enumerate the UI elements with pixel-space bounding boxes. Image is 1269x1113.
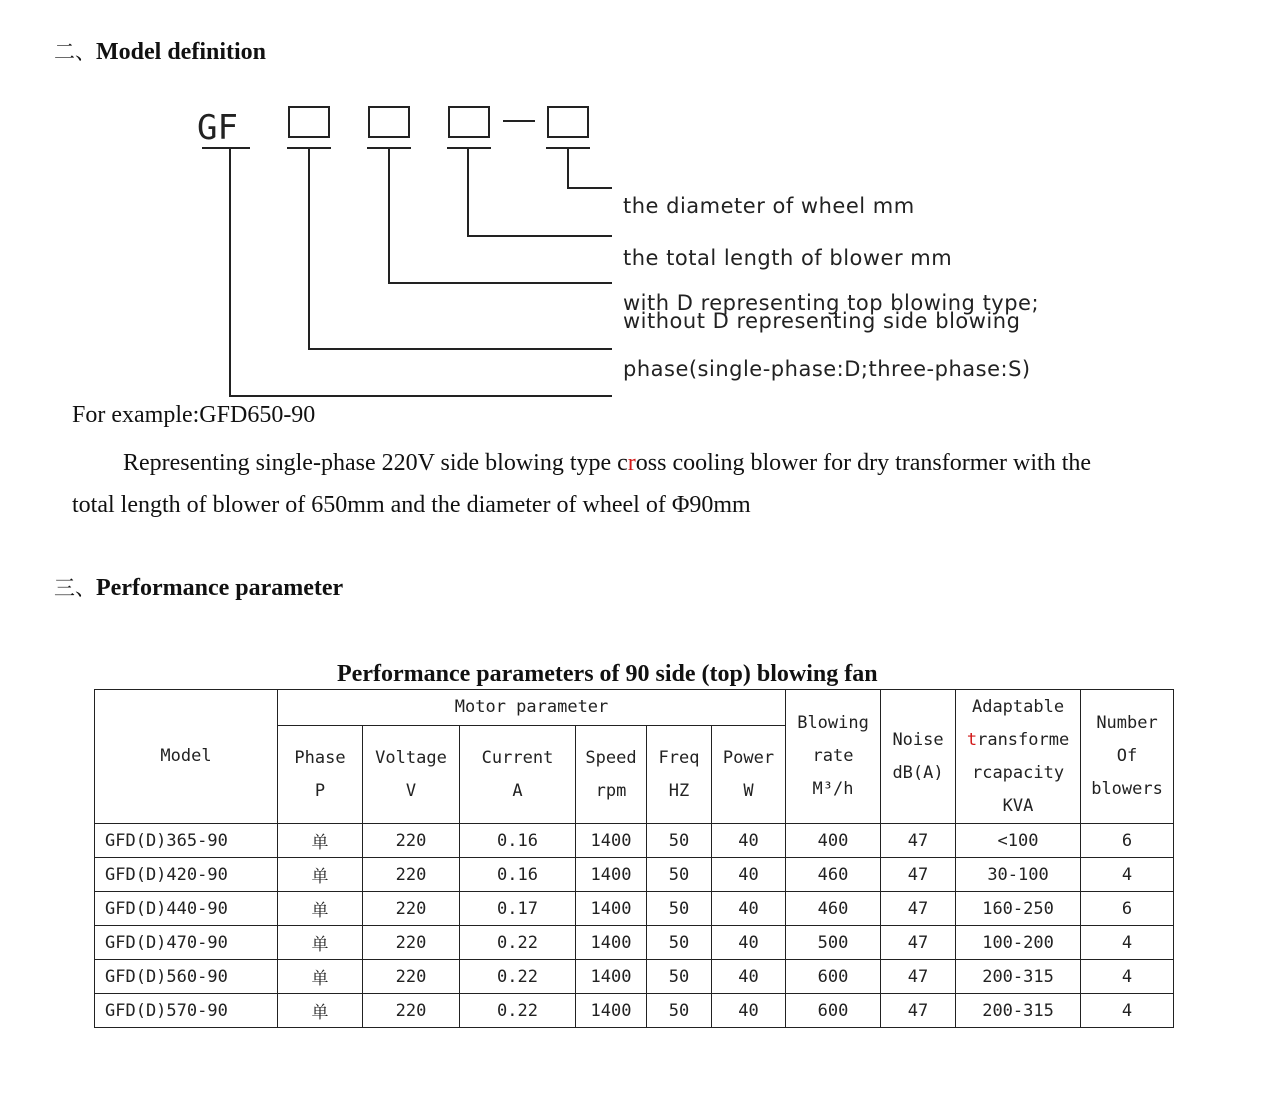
label-total-length: the total length of blower mm: [623, 246, 953, 270]
header-power-unit: W: [743, 780, 754, 801]
header-adaptable-line3: rcapacity: [971, 762, 1065, 783]
code-box-type: [369, 107, 409, 137]
cell-number: 6: [1081, 892, 1174, 926]
cell-noise: 47: [881, 960, 956, 994]
cell-freq: 50: [647, 926, 712, 960]
section-title-text: Performance parameter: [96, 575, 344, 601]
cell-speed: 1400: [576, 994, 647, 1028]
cell-phase: 单: [278, 892, 363, 926]
header-blowing-line2: rate: [812, 746, 854, 766]
cell-noise: 47: [881, 824, 956, 858]
header-speed-line1: Speed: [585, 747, 637, 768]
table-row: [95, 994, 1174, 1028]
cell-noise: 47: [881, 858, 956, 892]
cell-capacity: 200-315: [956, 960, 1081, 994]
header-speed: [576, 726, 647, 824]
header-adaptable-line2: [956, 724, 1080, 757]
cell-freq: 50: [647, 824, 712, 858]
cell-rate: 600: [786, 960, 881, 994]
cell-number: 6: [1081, 824, 1174, 858]
cell-capacity: 160-250: [956, 892, 1081, 926]
label-top-blowing: with D representing top blowing type;: [623, 291, 1040, 315]
header-adaptable-line1: Adaptable: [971, 696, 1065, 717]
cell-number: 4: [1081, 994, 1174, 1028]
cell-freq: 50: [647, 858, 712, 892]
section-title-performance: [54, 572, 343, 602]
cell-noise: 47: [881, 926, 956, 960]
cell-number: 4: [1081, 926, 1174, 960]
cell-model: GFD(D)420-90: [95, 858, 278, 892]
header-adaptable-red-char: t: [966, 729, 978, 750]
leader-gf: [230, 148, 612, 396]
cell-speed: 1400: [576, 926, 647, 960]
performance-table: [94, 689, 1174, 1028]
cell-voltage: 220: [363, 994, 460, 1028]
cell-voltage: 220: [363, 960, 460, 994]
header-phase: [278, 726, 363, 824]
cell-phase: 单: [278, 994, 363, 1028]
cell-phase: 单: [278, 926, 363, 960]
header-motor-parameter: Motor parameter: [278, 690, 786, 726]
cell-rate: 600: [786, 994, 881, 1028]
cell-power: 40: [712, 892, 786, 926]
cell-noise: 47: [881, 892, 956, 926]
cell-phase: 单: [278, 858, 363, 892]
table-row: [95, 858, 1174, 892]
header-noise: [881, 690, 956, 824]
leader-diameter: [568, 148, 612, 188]
cell-freq: 50: [647, 960, 712, 994]
leader-type: [389, 148, 612, 283]
header-phase-line1: Phase: [294, 747, 346, 768]
desc-part-1: Representing single-phase 220V side blowing type c: [123, 450, 628, 476]
label-phase: phase(single-phase:D;three-phase:S): [623, 357, 1031, 381]
header-adaptable-unit: KVA: [1002, 795, 1034, 816]
leader-phase: [309, 148, 612, 349]
cell-current: 0.22: [460, 960, 576, 994]
cell-rate: 460: [786, 892, 881, 926]
cell-freq: 50: [647, 994, 712, 1028]
header-adaptable-capacity: [956, 690, 1081, 824]
header-power-line1: Power: [722, 747, 775, 768]
table-row: [95, 960, 1174, 994]
desc-red-char: r: [627, 450, 636, 476]
header-blowing-unit: M³/h: [812, 779, 854, 799]
cell-speed: 1400: [576, 824, 647, 858]
cell-phase: 单: [278, 960, 363, 994]
header-blowing-rate: [786, 690, 881, 824]
cell-current: 0.16: [460, 824, 576, 858]
cell-current: 0.22: [460, 994, 576, 1028]
cell-speed: 1400: [576, 858, 647, 892]
cell-capacity: 30-100: [956, 858, 1081, 892]
header-power: [712, 726, 786, 824]
leader-length: [468, 148, 612, 236]
cell-power: 40: [712, 824, 786, 858]
cell-voltage: 220: [363, 892, 460, 926]
header-current-unit: A: [512, 780, 523, 801]
cell-capacity: 100-200: [956, 926, 1081, 960]
header-noise-line1: Noise: [892, 729, 944, 750]
header-number-of-blowers: [1081, 690, 1174, 824]
header-freq: [647, 726, 712, 824]
cell-freq: 50: [647, 892, 712, 926]
desc-part-2: oss cooling blower for dry transformer with the: [635, 450, 1092, 476]
cell-number: 4: [1081, 960, 1174, 994]
header-blowers-line3: blowers: [1091, 779, 1163, 799]
header-model: Model: [95, 690, 278, 824]
header-phase-unit: P: [314, 780, 326, 801]
cell-voltage: 220: [363, 926, 460, 960]
code-box-diameter: [548, 107, 588, 137]
cell-model: GFD(D)560-90: [95, 960, 278, 994]
cell-rate: 400: [786, 824, 881, 858]
cell-power: 40: [712, 994, 786, 1028]
header-noise-unit: dB(A): [892, 762, 944, 783]
header-voltage: [363, 726, 460, 824]
cell-speed: 1400: [576, 892, 647, 926]
cell-current: 0.16: [460, 858, 576, 892]
header-speed-unit: rpm: [595, 780, 627, 801]
cell-current: 0.22: [460, 926, 576, 960]
cell-power: 40: [712, 858, 786, 892]
cell-power: 40: [712, 926, 786, 960]
section-title-text: Model definition: [96, 39, 267, 65]
section-number: 三、: [54, 576, 96, 600]
header-adaptable-line2-rest: ransforme: [977, 729, 1070, 750]
cell-rate: 500: [786, 926, 881, 960]
cell-current: 0.17: [460, 892, 576, 926]
code-box-phase: [289, 107, 329, 137]
cell-model: GFD(D)570-90: [95, 994, 278, 1028]
header-blowers-line2: Of: [1116, 746, 1138, 766]
example-label: For example:GFD650-90: [72, 402, 316, 428]
example-description-line1: [123, 450, 1091, 477]
example-description-line2: total length of blower of 650mm and the diameter of wheel of Φ90mm: [72, 492, 751, 518]
cell-noise: 47: [881, 994, 956, 1028]
cell-number: 4: [1081, 858, 1174, 892]
label-side-blowing: without D representing side blowing: [623, 309, 1021, 333]
cell-model: GFD(D)440-90: [95, 892, 278, 926]
cell-model: GFD(D)365-90: [95, 824, 278, 858]
table-title: Performance parameters of 90 side (top) blowing fan: [337, 661, 878, 687]
header-voltage-unit: V: [405, 780, 417, 801]
header-voltage-line1: Voltage: [375, 747, 447, 768]
header-blowers-line1: Number: [1096, 713, 1158, 733]
table-row: [95, 892, 1174, 926]
cell-capacity: 200-315: [956, 994, 1081, 1028]
cell-phase: 单: [278, 824, 363, 858]
cell-power: 40: [712, 960, 786, 994]
header-current: [460, 726, 576, 824]
label-wheel-diameter: the diameter of wheel mm: [623, 194, 915, 218]
cell-model: GFD(D)470-90: [95, 926, 278, 960]
cell-capacity: <100: [956, 824, 1081, 858]
cell-voltage: 220: [363, 858, 460, 892]
code-prefix: GF: [197, 108, 238, 148]
table-row: [95, 824, 1174, 858]
code-box-length: [449, 107, 489, 137]
header-freq-unit: HZ: [668, 780, 690, 801]
cell-rate: 460: [786, 858, 881, 892]
cell-speed: 1400: [576, 960, 647, 994]
table-row: [95, 926, 1174, 960]
header-freq-line1: Freq: [658, 747, 700, 768]
cell-voltage: 220: [363, 824, 460, 858]
header-blowing-line1: Blowing: [797, 713, 869, 733]
section-number: 二、: [54, 40, 96, 64]
header-current-line1: Current: [481, 747, 554, 768]
